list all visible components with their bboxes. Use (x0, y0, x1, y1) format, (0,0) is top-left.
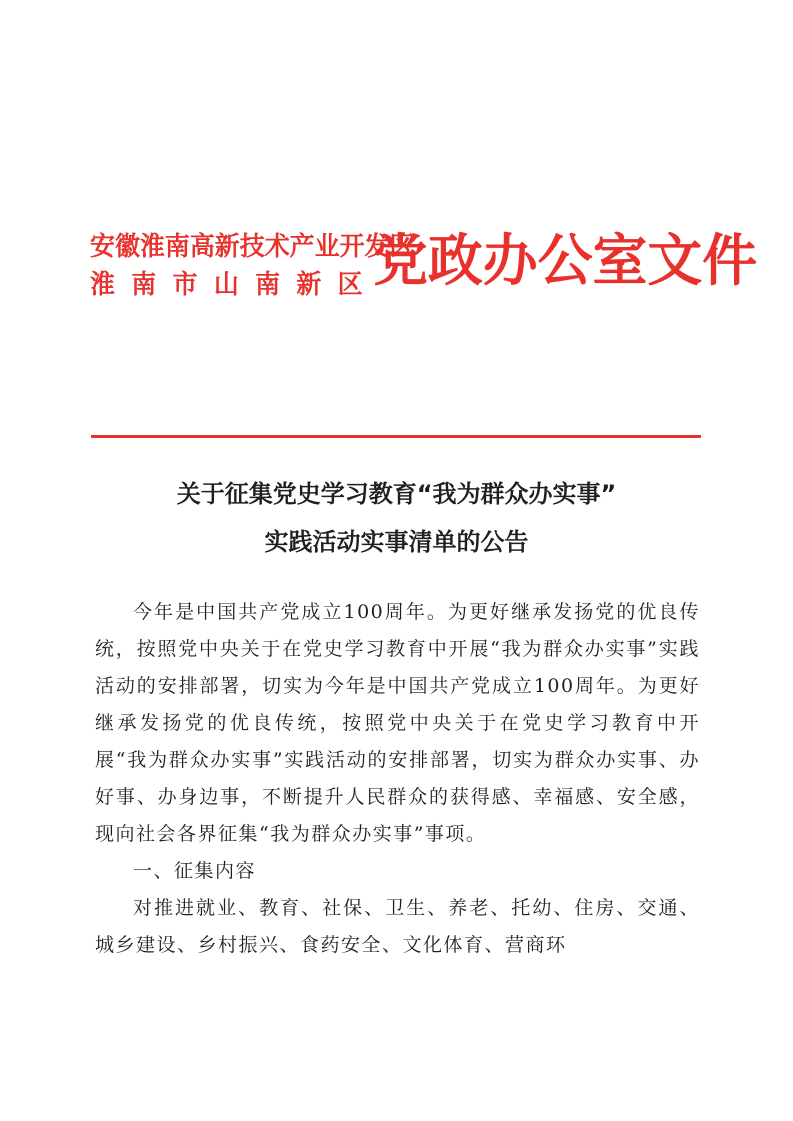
body-paragraph: 对推进就业、教育、社保、卫生、养老、托幼、住房、交通、城乡建设、乡村振兴、食药安全、文化体育、营商环 (95, 897, 700, 956)
document-type-title: 党政办公室文件 (373, 229, 758, 294)
body-paragraph: 今年是中国共产党成立100周年。为更好继承发扬党的优良传统，按照党中央关于在党史学习教育中开展“我为群众办实事”实践活动的安排部署，切实为今年是中国共产党成立100周年。为更好继承发扬党的优良传统，按照党中央关于在党史学习教育中开展“我为群众办实事”实践活动的安排部署，切实为群众办实事、办好事、办身边事，不断提升人民群众的获得感、幸福感、安全感，现向社会各界征集“我为群众办实事”事项。 (95, 601, 700, 845)
document-masthead (90, 218, 758, 338)
red-divider-line (91, 435, 701, 438)
issuer-line-1: 安徽淮南高新技术产业开发区 (90, 232, 415, 262)
issuer-line-2: 淮南市山南新区 (90, 270, 379, 300)
section-heading: 一、征集内容 (133, 860, 257, 882)
title-line-1: 关于征集党史学习教育“我为群众办实事” (176, 480, 617, 508)
title-line-2: 实践活动实事清单的公告 (264, 528, 529, 556)
document-body (95, 594, 700, 964)
document-title (60, 470, 733, 566)
issuing-authority (90, 228, 415, 304)
